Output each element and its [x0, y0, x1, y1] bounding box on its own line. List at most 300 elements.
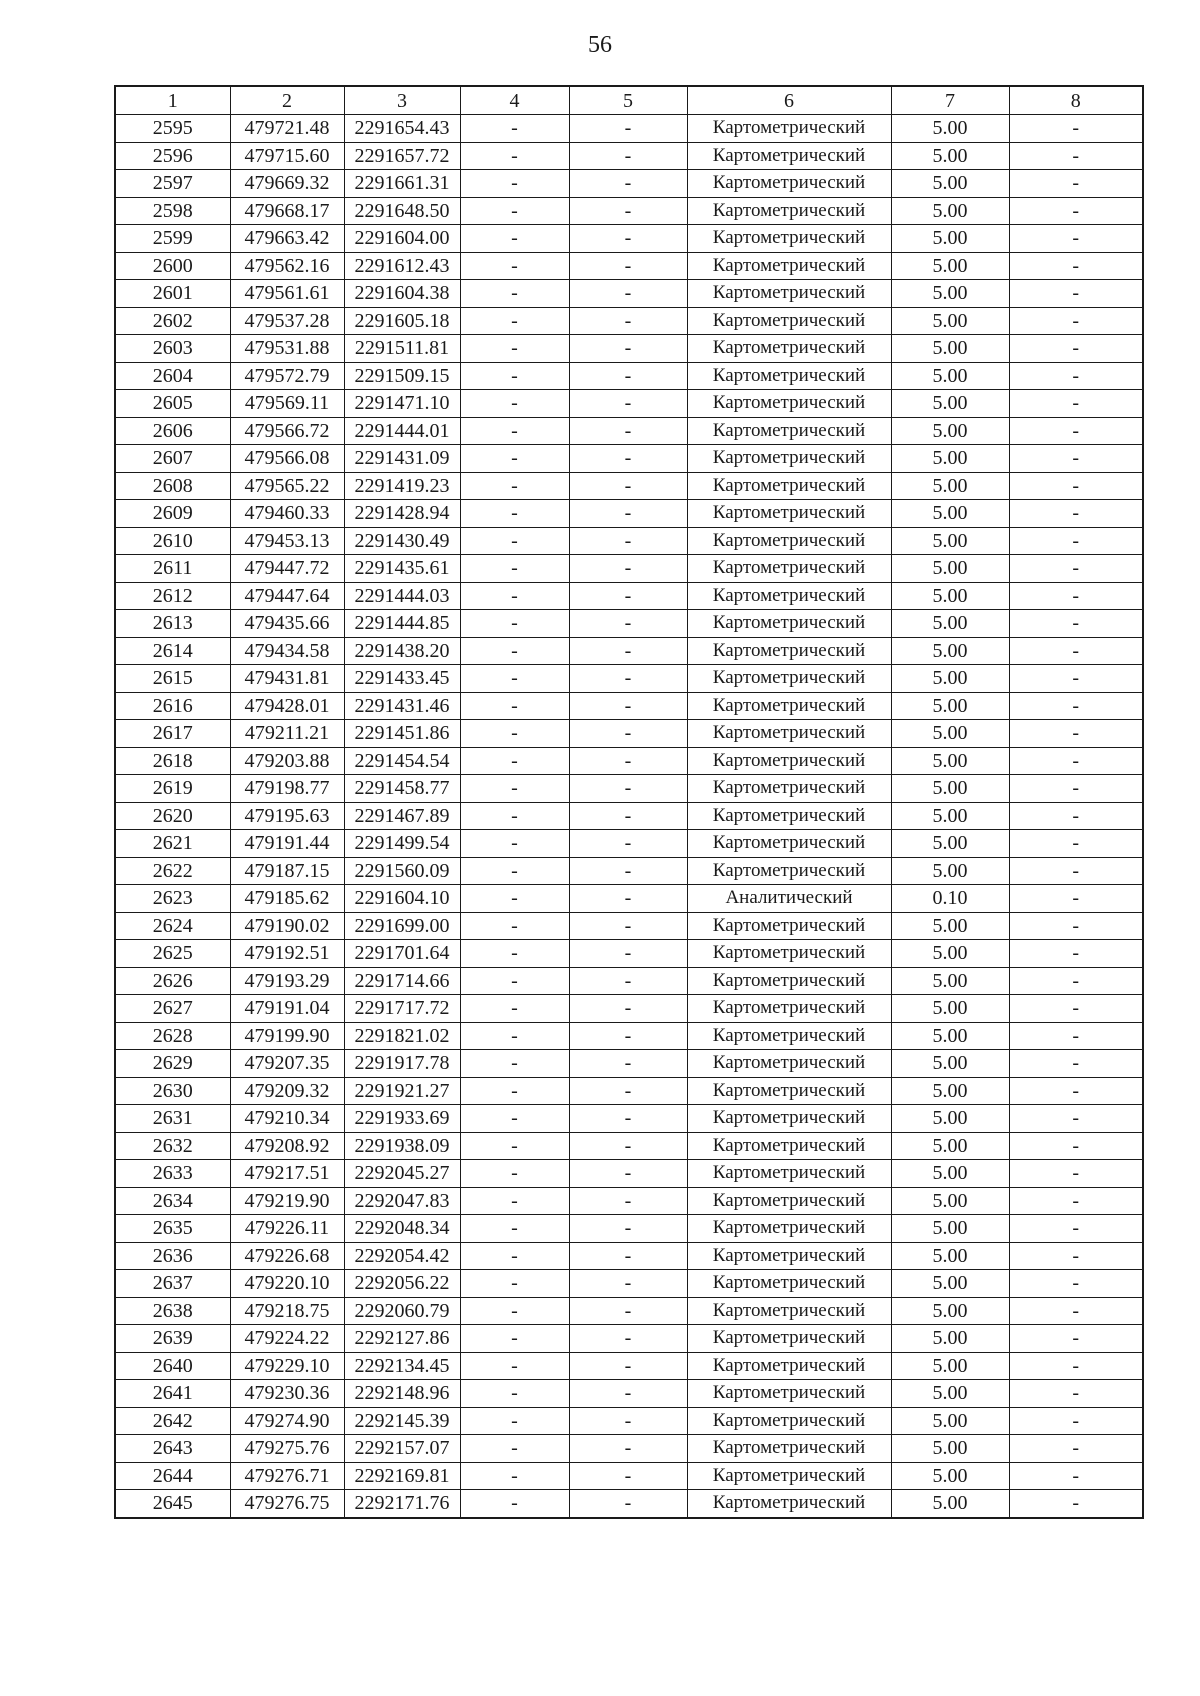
column-4-cell: - — [460, 610, 569, 638]
method-cell: Картометрический — [687, 115, 891, 143]
column-5-cell: - — [569, 142, 687, 170]
column-4-cell: - — [460, 1022, 569, 1050]
y-coordinate-cell: 2291714.66 — [344, 967, 460, 995]
method-cell: Картометрический — [687, 1160, 891, 1188]
table-row — [115, 775, 1143, 803]
method-cell: Картометрический — [687, 692, 891, 720]
table-row — [115, 885, 1143, 913]
x-coordinate-cell: 479715.60 — [230, 142, 344, 170]
column-4-cell: - — [460, 802, 569, 830]
point-number-cell: 2624 — [115, 912, 230, 940]
column-4-cell: - — [460, 280, 569, 308]
x-coordinate-cell: 479224.22 — [230, 1325, 344, 1353]
precision-cell: 5.00 — [891, 555, 1009, 583]
point-number-cell: 2604 — [115, 362, 230, 390]
precision-cell: 5.00 — [891, 1022, 1009, 1050]
column-4-cell: - — [460, 1462, 569, 1490]
precision-cell: 5.00 — [891, 1490, 1009, 1518]
column-4-cell: - — [460, 1160, 569, 1188]
precision-cell: 5.00 — [891, 1187, 1009, 1215]
column-5-cell: - — [569, 1215, 687, 1243]
precision-cell: 5.00 — [891, 527, 1009, 555]
point-number-cell: 2625 — [115, 940, 230, 968]
column-4-cell: - — [460, 472, 569, 500]
column-8-cell: - — [1009, 1187, 1143, 1215]
y-coordinate-cell: 2291605.18 — [344, 307, 460, 335]
table-row — [115, 500, 1143, 528]
column-5-cell: - — [569, 225, 687, 253]
page-number: 56 — [588, 32, 612, 58]
precision-cell: 5.00 — [891, 170, 1009, 198]
y-coordinate-cell: 2292145.39 — [344, 1407, 460, 1435]
y-coordinate-cell: 2291612.43 — [344, 252, 460, 280]
x-coordinate-cell: 479668.17 — [230, 197, 344, 225]
point-number-cell: 2634 — [115, 1187, 230, 1215]
point-number-cell: 2635 — [115, 1215, 230, 1243]
y-coordinate-cell: 2291509.15 — [344, 362, 460, 390]
method-cell: Картометрический — [687, 252, 891, 280]
method-cell: Картометрический — [687, 1077, 891, 1105]
table-row — [115, 610, 1143, 638]
point-number-cell: 2611 — [115, 555, 230, 583]
point-number-cell: 2639 — [115, 1325, 230, 1353]
column-5-cell: - — [569, 197, 687, 225]
point-number-cell: 2596 — [115, 142, 230, 170]
point-number-cell: 2626 — [115, 967, 230, 995]
method-cell: Картометрический — [687, 445, 891, 473]
column-8-cell: - — [1009, 197, 1143, 225]
precision-cell: 5.00 — [891, 1435, 1009, 1463]
column-4-cell: - — [460, 445, 569, 473]
y-coordinate-cell: 2291511.81 — [344, 335, 460, 363]
column-8-cell: - — [1009, 225, 1143, 253]
table-row — [115, 720, 1143, 748]
table-row — [115, 1105, 1143, 1133]
column-5-cell: - — [569, 692, 687, 720]
method-cell: Картометрический — [687, 1270, 891, 1298]
x-coordinate-cell: 479226.11 — [230, 1215, 344, 1243]
column-4-cell: - — [460, 307, 569, 335]
column-4-cell: - — [460, 912, 569, 940]
y-coordinate-cell: 2292134.45 — [344, 1352, 460, 1380]
y-coordinate-cell: 2291430.49 — [344, 527, 460, 555]
x-coordinate-cell: 479220.10 — [230, 1270, 344, 1298]
column-8-cell: - — [1009, 1242, 1143, 1270]
point-number-cell: 2628 — [115, 1022, 230, 1050]
method-cell: Картометрический — [687, 1050, 891, 1078]
column-header: 7 — [891, 86, 1009, 115]
column-4-cell: - — [460, 362, 569, 390]
point-number-cell: 2613 — [115, 610, 230, 638]
table-row — [115, 197, 1143, 225]
column-8-cell: - — [1009, 912, 1143, 940]
column-8-cell: - — [1009, 692, 1143, 720]
y-coordinate-cell: 2291435.61 — [344, 555, 460, 583]
point-number-cell: 2640 — [115, 1352, 230, 1380]
x-coordinate-cell: 479191.44 — [230, 830, 344, 858]
y-coordinate-cell: 2291444.85 — [344, 610, 460, 638]
column-8-cell: - — [1009, 335, 1143, 363]
column-4-cell: - — [460, 1132, 569, 1160]
method-cell: Аналитический — [687, 885, 891, 913]
precision-cell: 5.00 — [891, 1050, 1009, 1078]
table-row — [115, 912, 1143, 940]
method-cell: Картометрический — [687, 857, 891, 885]
method-cell: Картометрический — [687, 830, 891, 858]
column-5-cell: - — [569, 1435, 687, 1463]
y-coordinate-cell: 2291701.64 — [344, 940, 460, 968]
column-5-cell: - — [569, 307, 687, 335]
x-coordinate-cell: 479217.51 — [230, 1160, 344, 1188]
table-row — [115, 1297, 1143, 1325]
column-8-cell: - — [1009, 1132, 1143, 1160]
column-5-cell: - — [569, 1050, 687, 1078]
x-coordinate-cell: 479572.79 — [230, 362, 344, 390]
x-coordinate-cell: 479274.90 — [230, 1407, 344, 1435]
x-coordinate-cell: 479190.02 — [230, 912, 344, 940]
column-header: 1 — [115, 86, 230, 115]
method-cell: Картометрический — [687, 555, 891, 583]
table-row — [115, 1132, 1143, 1160]
column-4-cell: - — [460, 142, 569, 170]
precision-cell: 5.00 — [891, 1215, 1009, 1243]
point-number-cell: 2643 — [115, 1435, 230, 1463]
column-header: 4 — [460, 86, 569, 115]
column-4-cell: - — [460, 527, 569, 555]
x-coordinate-cell: 479276.75 — [230, 1490, 344, 1518]
point-number-cell: 2620 — [115, 802, 230, 830]
x-coordinate-cell: 479193.29 — [230, 967, 344, 995]
precision-cell: 5.00 — [891, 637, 1009, 665]
column-8-cell: - — [1009, 1215, 1143, 1243]
column-8-cell: - — [1009, 252, 1143, 280]
table-row — [115, 967, 1143, 995]
point-number-cell: 2618 — [115, 747, 230, 775]
table-row — [115, 857, 1143, 885]
column-4-cell: - — [460, 500, 569, 528]
column-8-cell: - — [1009, 1325, 1143, 1353]
column-4-cell: - — [460, 692, 569, 720]
y-coordinate-cell: 2292048.34 — [344, 1215, 460, 1243]
method-cell: Картометрический — [687, 197, 891, 225]
column-8-cell: - — [1009, 1022, 1143, 1050]
column-5-cell: - — [569, 912, 687, 940]
table-row — [115, 417, 1143, 445]
x-coordinate-cell: 479207.35 — [230, 1050, 344, 1078]
x-coordinate-cell: 479721.48 — [230, 115, 344, 143]
column-8-cell: - — [1009, 802, 1143, 830]
y-coordinate-cell: 2292045.27 — [344, 1160, 460, 1188]
precision-cell: 0.10 — [891, 885, 1009, 913]
column-8-cell: - — [1009, 1462, 1143, 1490]
point-number-cell: 2615 — [115, 665, 230, 693]
precision-cell: 5.00 — [891, 280, 1009, 308]
method-cell: Картометрический — [687, 1297, 891, 1325]
point-number-cell: 2621 — [115, 830, 230, 858]
method-cell: Картометрический — [687, 995, 891, 1023]
table-row — [115, 555, 1143, 583]
method-cell: Картометрический — [687, 1462, 891, 1490]
method-cell: Картометрический — [687, 472, 891, 500]
table-row — [115, 225, 1143, 253]
point-number-cell: 2629 — [115, 1050, 230, 1078]
precision-cell: 5.00 — [891, 1132, 1009, 1160]
point-number-cell: 2619 — [115, 775, 230, 803]
x-coordinate-cell: 479191.04 — [230, 995, 344, 1023]
table-row — [115, 115, 1143, 143]
method-cell: Картометрический — [687, 967, 891, 995]
column-4-cell: - — [460, 637, 569, 665]
point-number-cell: 2632 — [115, 1132, 230, 1160]
table-row — [115, 472, 1143, 500]
method-cell: Картометрический — [687, 1215, 891, 1243]
precision-cell: 5.00 — [891, 197, 1009, 225]
column-8-cell: - — [1009, 1490, 1143, 1518]
precision-cell: 5.00 — [891, 1105, 1009, 1133]
x-coordinate-cell: 479211.21 — [230, 720, 344, 748]
precision-cell: 5.00 — [891, 775, 1009, 803]
table-row — [115, 830, 1143, 858]
precision-cell: 5.00 — [891, 1077, 1009, 1105]
precision-cell: 5.00 — [891, 912, 1009, 940]
x-coordinate-cell: 479447.72 — [230, 555, 344, 583]
method-cell: Картометрический — [687, 747, 891, 775]
column-4-cell: - — [460, 1215, 569, 1243]
x-coordinate-cell: 479531.88 — [230, 335, 344, 363]
precision-cell: 5.00 — [891, 1160, 1009, 1188]
column-4-cell: - — [460, 1325, 569, 1353]
x-coordinate-cell: 479229.10 — [230, 1352, 344, 1380]
column-8-cell: - — [1009, 830, 1143, 858]
x-coordinate-cell: 479569.11 — [230, 390, 344, 418]
point-number-cell: 2610 — [115, 527, 230, 555]
y-coordinate-cell: 2291938.09 — [344, 1132, 460, 1160]
method-cell: Картометрический — [687, 1490, 891, 1518]
point-number-cell: 2605 — [115, 390, 230, 418]
column-5-cell: - — [569, 1380, 687, 1408]
method-cell: Картометрический — [687, 1435, 891, 1463]
method-cell: Картометрический — [687, 1407, 891, 1435]
column-5-cell: - — [569, 472, 687, 500]
point-number-cell: 2617 — [115, 720, 230, 748]
column-5-cell: - — [569, 500, 687, 528]
column-8-cell: - — [1009, 1407, 1143, 1435]
point-number-cell: 2616 — [115, 692, 230, 720]
y-coordinate-cell: 2291654.43 — [344, 115, 460, 143]
column-5-cell: - — [569, 362, 687, 390]
column-header: 8 — [1009, 86, 1143, 115]
method-cell: Картометрический — [687, 307, 891, 335]
x-coordinate-cell: 479195.63 — [230, 802, 344, 830]
column-4-cell: - — [460, 830, 569, 858]
y-coordinate-cell: 2291499.54 — [344, 830, 460, 858]
y-coordinate-cell: 2291560.09 — [344, 857, 460, 885]
method-cell: Картометрический — [687, 802, 891, 830]
column-5-cell: - — [569, 1462, 687, 1490]
method-cell: Картометрический — [687, 775, 891, 803]
point-number-cell: 2601 — [115, 280, 230, 308]
x-coordinate-cell: 479566.72 — [230, 417, 344, 445]
table-row — [115, 1407, 1143, 1435]
table-row — [115, 747, 1143, 775]
column-5-cell: - — [569, 967, 687, 995]
column-4-cell: - — [460, 1187, 569, 1215]
x-coordinate-cell: 479435.66 — [230, 610, 344, 638]
precision-cell: 5.00 — [891, 665, 1009, 693]
precision-cell: 5.00 — [891, 1325, 1009, 1353]
x-coordinate-cell: 479185.62 — [230, 885, 344, 913]
y-coordinate-cell: 2291428.94 — [344, 500, 460, 528]
column-5-cell: - — [569, 1325, 687, 1353]
y-coordinate-cell: 2291431.46 — [344, 692, 460, 720]
column-8-cell: - — [1009, 115, 1143, 143]
point-number-cell: 2612 — [115, 582, 230, 610]
y-coordinate-cell: 2291433.45 — [344, 665, 460, 693]
x-coordinate-cell: 479218.75 — [230, 1297, 344, 1325]
table-body — [115, 115, 1143, 1518]
column-4-cell: - — [460, 775, 569, 803]
column-4-cell: - — [460, 1050, 569, 1078]
column-4-cell: - — [460, 940, 569, 968]
column-4-cell: - — [460, 995, 569, 1023]
y-coordinate-cell: 2292056.22 — [344, 1270, 460, 1298]
column-4-cell: - — [460, 1242, 569, 1270]
column-5-cell: - — [569, 1407, 687, 1435]
x-coordinate-cell: 479199.90 — [230, 1022, 344, 1050]
column-8-cell: - — [1009, 555, 1143, 583]
precision-cell: 5.00 — [891, 307, 1009, 335]
column-5-cell: - — [569, 1297, 687, 1325]
y-coordinate-cell: 2291458.77 — [344, 775, 460, 803]
point-number-cell: 2644 — [115, 1462, 230, 1490]
y-coordinate-cell: 2291438.20 — [344, 637, 460, 665]
method-cell: Картометрический — [687, 390, 891, 418]
precision-cell: 5.00 — [891, 1462, 1009, 1490]
precision-cell: 5.00 — [891, 857, 1009, 885]
column-8-cell: - — [1009, 1077, 1143, 1105]
x-coordinate-cell: 479669.32 — [230, 170, 344, 198]
point-number-cell: 2638 — [115, 1297, 230, 1325]
y-coordinate-cell: 2291917.78 — [344, 1050, 460, 1078]
method-cell: Картометрический — [687, 720, 891, 748]
x-coordinate-cell: 479187.15 — [230, 857, 344, 885]
table-row — [115, 1352, 1143, 1380]
y-coordinate-cell: 2291431.09 — [344, 445, 460, 473]
method-cell: Картометрический — [687, 637, 891, 665]
x-coordinate-cell: 479198.77 — [230, 775, 344, 803]
precision-cell: 5.00 — [891, 802, 1009, 830]
precision-cell: 5.00 — [891, 692, 1009, 720]
precision-cell: 5.00 — [891, 995, 1009, 1023]
column-5-cell: - — [569, 527, 687, 555]
column-4-cell: - — [460, 1352, 569, 1380]
x-coordinate-cell: 479566.08 — [230, 445, 344, 473]
column-8-cell: - — [1009, 940, 1143, 968]
y-coordinate-cell: 2292047.83 — [344, 1187, 460, 1215]
precision-cell: 5.00 — [891, 967, 1009, 995]
table-row — [115, 1242, 1143, 1270]
column-4-cell: - — [460, 1435, 569, 1463]
point-number-cell: 2627 — [115, 995, 230, 1023]
column-8-cell: - — [1009, 995, 1143, 1023]
column-4-cell: - — [460, 390, 569, 418]
column-8-cell: - — [1009, 362, 1143, 390]
y-coordinate-cell: 2291604.38 — [344, 280, 460, 308]
table-row — [115, 692, 1143, 720]
column-8-cell: - — [1009, 775, 1143, 803]
method-cell: Картометрический — [687, 1325, 891, 1353]
precision-cell: 5.00 — [891, 940, 1009, 968]
y-coordinate-cell: 2291454.54 — [344, 747, 460, 775]
column-5-cell: - — [569, 1187, 687, 1215]
precision-cell: 5.00 — [891, 142, 1009, 170]
y-coordinate-cell: 2291419.23 — [344, 472, 460, 500]
column-8-cell: - — [1009, 390, 1143, 418]
point-number-cell: 2631 — [115, 1105, 230, 1133]
table-row — [115, 582, 1143, 610]
column-5-cell: - — [569, 115, 687, 143]
table-row — [115, 142, 1143, 170]
precision-cell: 5.00 — [891, 582, 1009, 610]
table-row — [115, 637, 1143, 665]
column-4-cell: - — [460, 197, 569, 225]
table-row — [115, 1380, 1143, 1408]
column-5-cell: - — [569, 335, 687, 363]
table-row — [115, 390, 1143, 418]
column-4-cell: - — [460, 335, 569, 363]
point-number-cell: 2609 — [115, 500, 230, 528]
column-5-cell: - — [569, 610, 687, 638]
method-cell: Картометрический — [687, 665, 891, 693]
x-coordinate-cell: 479230.36 — [230, 1380, 344, 1408]
table-row — [115, 527, 1143, 555]
precision-cell: 5.00 — [891, 1297, 1009, 1325]
x-coordinate-cell: 479565.22 — [230, 472, 344, 500]
method-cell: Картометрический — [687, 1105, 891, 1133]
column-5-cell: - — [569, 665, 687, 693]
method-cell: Картометрический — [687, 1242, 891, 1270]
column-header: 3 — [344, 86, 460, 115]
column-8-cell: - — [1009, 445, 1143, 473]
column-4-cell: - — [460, 857, 569, 885]
column-5-cell: - — [569, 802, 687, 830]
column-5-cell: - — [569, 170, 687, 198]
column-4-cell: - — [460, 170, 569, 198]
table-row — [115, 307, 1143, 335]
method-cell: Картометрический — [687, 280, 891, 308]
method-cell: Картометрический — [687, 225, 891, 253]
x-coordinate-cell: 479434.58 — [230, 637, 344, 665]
column-5-cell: - — [569, 555, 687, 583]
column-5-cell: - — [569, 1077, 687, 1105]
y-coordinate-cell: 2291921.27 — [344, 1077, 460, 1105]
precision-cell: 5.00 — [891, 1270, 1009, 1298]
y-coordinate-cell: 2291467.89 — [344, 802, 460, 830]
column-8-cell: - — [1009, 170, 1143, 198]
x-coordinate-cell: 479210.34 — [230, 1105, 344, 1133]
x-coordinate-cell: 479537.28 — [230, 307, 344, 335]
column-4-cell: - — [460, 1297, 569, 1325]
precision-cell: 5.00 — [891, 472, 1009, 500]
point-number-cell: 2603 — [115, 335, 230, 363]
column-4-cell: - — [460, 252, 569, 280]
column-5-cell: - — [569, 390, 687, 418]
table-row — [115, 252, 1143, 280]
column-4-cell: - — [460, 115, 569, 143]
table-row — [115, 362, 1143, 390]
point-number-cell: 2608 — [115, 472, 230, 500]
point-number-cell: 2607 — [115, 445, 230, 473]
